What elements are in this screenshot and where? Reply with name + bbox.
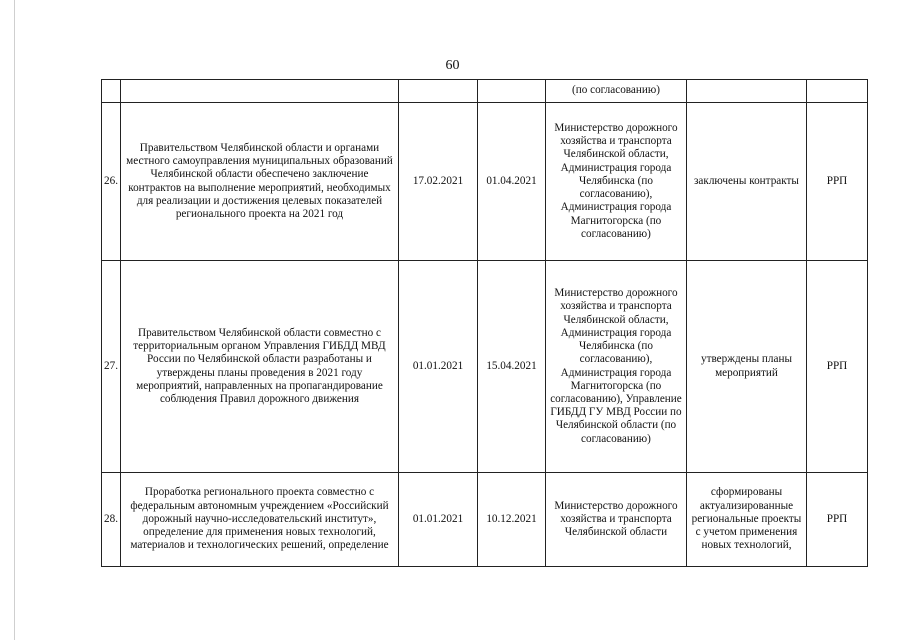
continuation-row xyxy=(102,80,868,103)
page-number: 60 xyxy=(445,58,460,73)
level-cell xyxy=(806,80,867,103)
row-title: Правительством Челябинской области совместно с территориальным органом Управления ГИБДД МВД России по Челябинской области разработаны и утверждены планы проведения в 2021 году мероприятий, направленных на пропагандирование соблюдения Правил дорожного движения xyxy=(120,261,398,473)
table-row xyxy=(102,473,868,567)
result-cell xyxy=(686,80,806,103)
row-end-date: 15.04.2021 xyxy=(477,261,545,473)
table-row xyxy=(102,261,868,473)
row-level: РРП xyxy=(806,473,867,567)
page-edge-line xyxy=(14,0,15,640)
table-row xyxy=(102,103,868,261)
title-cell xyxy=(120,80,398,103)
row-number: 28. xyxy=(102,473,121,567)
executor-cell: (по согласованию) xyxy=(545,80,686,103)
row-start-date: 17.02.2021 xyxy=(398,103,477,261)
start-date-cell xyxy=(398,80,477,103)
row-title: Проработка регионального проекта совместно с федеральным автономным учреждением «Российский дорожный научно-исследовательский институт», определение для применения новых технологий, материалов и технологических решений, определение xyxy=(120,473,398,567)
row-level: РРП xyxy=(806,261,867,473)
row-start-date: 01.01.2021 xyxy=(398,473,477,567)
row-executor: Министерство дорожного хозяйства и транспорта Челябинской области xyxy=(545,473,686,567)
row-result: сформированы актуализированные региональные проекты с учетом применения новых технологий, xyxy=(686,473,806,567)
row-title: Правительством Челябинской области и органами местного самоуправления муниципальных образований Челябинской области обеспечено заключение контрактов на выполнение мероприятий, необходимых для реализации и достижения целевых показателей регионального проекта на 2021 год xyxy=(120,103,398,261)
row-executor: Министерство дорожного хозяйства и транспорта Челябинской области, Администрация города Челябинска (по согласованию), Администрация города Магнитогорска (по согласованию), Управление ГИБДД ГУ МВД России по Челябинской области (по согласованию) xyxy=(545,261,686,473)
end-date-cell xyxy=(477,80,545,103)
row-end-date: 01.04.2021 xyxy=(477,103,545,261)
row-start-date: 01.01.2021 xyxy=(398,261,477,473)
row-level: РРП xyxy=(806,103,867,261)
row-number: 27. xyxy=(102,261,121,473)
row-result: утверждены планы мероприятий xyxy=(686,261,806,473)
row-executor: Министерство дорожного хозяйства и транспорта Челябинской области, Администрация города Челябинска (по согласованию), Администрация города Магнитогорска (по согласованию) xyxy=(545,103,686,261)
number-cell xyxy=(102,80,121,103)
row-result: заключены контракты xyxy=(686,103,806,261)
row-end-date: 10.12.2021 xyxy=(477,473,545,567)
row-number: 26. xyxy=(102,103,121,261)
events-table xyxy=(101,79,868,567)
